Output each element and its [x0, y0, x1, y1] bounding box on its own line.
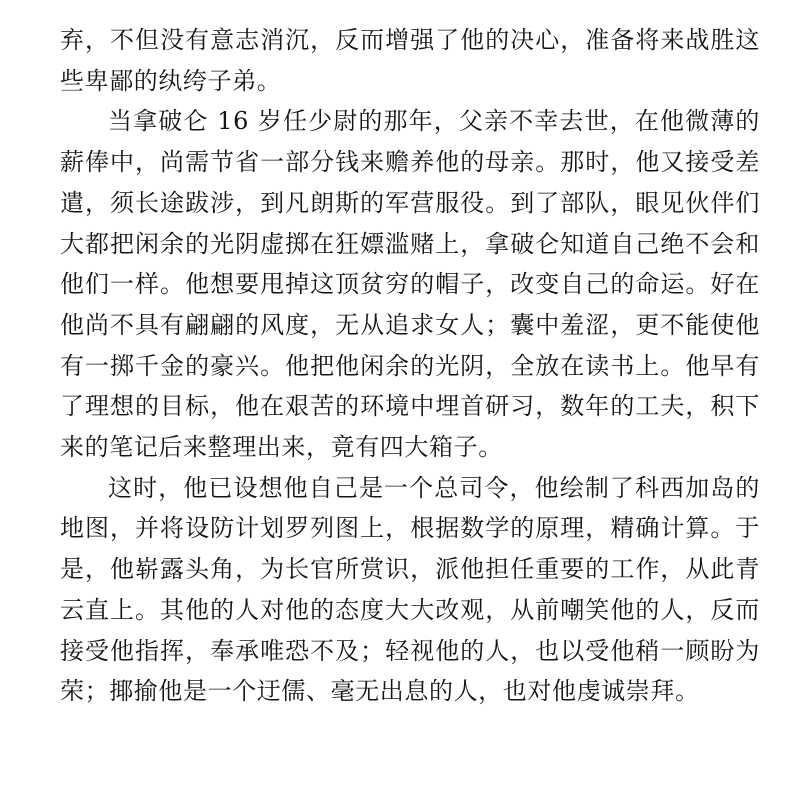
paragraph-napoleon-rise: 这时，他已设想他自己是一个总司令，他绘制了科西加岛的地图，并将设防计划罗列图上，根据数学的原理，精确计算。于是，他崭露头角，为长官所赏识，派他担任重要的工作，从此青云直上。其他的人对他的态度大大改观，从前嘲笑他的人，反而接受他指挥，奉承唯恐不及；轻视他的人，也以受他稍一顾盼为荣；揶揄他是一个迂儒、毫无出息的人，也对他虔诚崇拜。 — [60, 473, 760, 706]
paragraph-continuation: 弃，不但没有意志消沉，反而增强了他的决心，准备将来战胜这些卑鄙的纨绔子弟。 — [60, 26, 760, 95]
paragraph-napoleon-youth: 当拿破仑 16 岁任少尉的那年，父亲不幸去世，在他微薄的薪俸中，尚需节省一部分钱来赡养他的母亲。那时，他又接受差遣，须长途跋涉，到凡朗斯的军营服役。到了部队，眼见伙伴们大都把闲余的光阴虚掷在狂嫖滥赌上，拿破仑知道自己绝不会和他们一样。他想要甩掉这顶贫穷的帽子，改变自己的命运。好在他尚不具有翩翩的风度，无从追求女人；囊中羞涩，更不能使他有一掷千金的豪兴。他把他闲余的光阴，全放在读书上。他早有了理想的目标，他在艰苦的环境中埋首研习，数年的工夫，积下来的笔记后来整理出来，竟有四大箱子。 — [60, 107, 760, 462]
document-page — [60, 20, 760, 712]
